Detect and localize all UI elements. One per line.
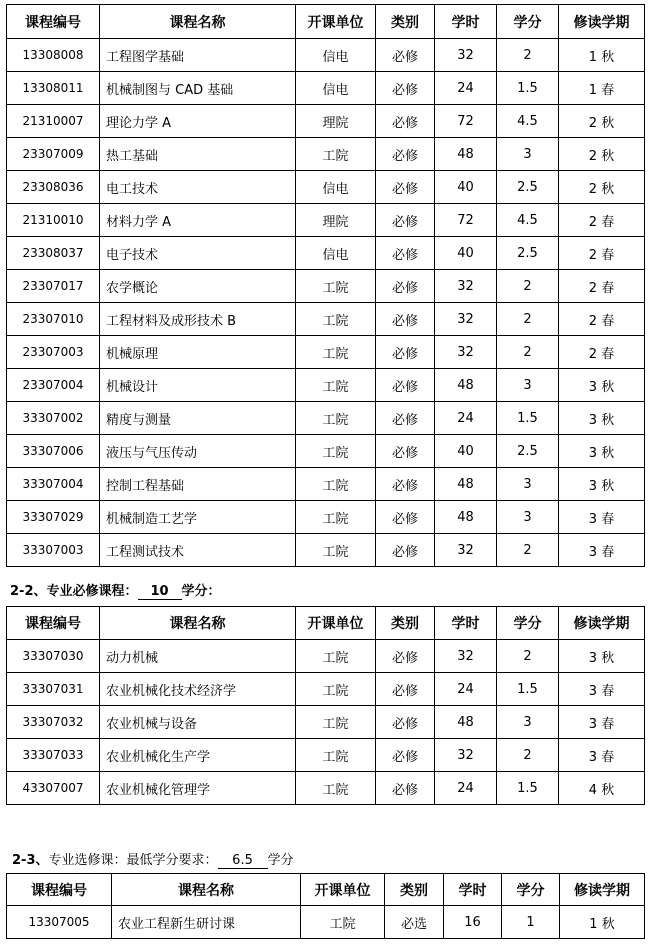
- department-cell: 工院: [296, 501, 376, 534]
- hours-cell: 72: [435, 105, 497, 138]
- column-header-hours: 学时: [435, 607, 497, 640]
- column-header-course-name: 课程名称: [100, 5, 296, 39]
- course-code-cell: 23308037: [7, 237, 100, 270]
- course-name-cell: 工程材料及成形技术 B: [100, 303, 296, 336]
- hours-cell: 40: [435, 171, 497, 204]
- credits-cell: 2: [497, 270, 559, 303]
- table-header-row: [7, 5, 645, 39]
- credits-cell: 4.5: [497, 105, 559, 138]
- semester-cell: 3 秋: [559, 369, 645, 402]
- course-code-cell: 23307010: [7, 303, 100, 336]
- category-cell: 必修: [376, 138, 435, 171]
- credits-cell: 2: [497, 640, 559, 673]
- table-row: [7, 369, 645, 402]
- section-heading-text: 专业选修课：最低学分要求：: [48, 853, 218, 868]
- table-row: [7, 105, 645, 138]
- department-cell: 工院: [296, 534, 376, 567]
- semester-cell: 2 秋: [559, 138, 645, 171]
- course-name-cell: 精度与测量: [100, 402, 296, 435]
- column-header-course-name: 课程名称: [100, 607, 296, 640]
- department-cell: 工院: [296, 336, 376, 369]
- table-header-row: [7, 607, 645, 640]
- semester-cell: 2 秋: [559, 171, 645, 204]
- credits-cell: 2: [497, 336, 559, 369]
- table-row: [7, 772, 645, 805]
- category-cell: 必修: [376, 270, 435, 303]
- column-header-hours: 学时: [444, 874, 502, 906]
- category-cell: 必修: [376, 336, 435, 369]
- course-code-cell: 33307031: [7, 673, 100, 706]
- credits-cell: 2: [497, 739, 559, 772]
- category-cell: 必修: [376, 303, 435, 336]
- department-cell: 工院: [296, 706, 376, 739]
- department-cell: 信电: [296, 39, 376, 72]
- credits-cell: 3: [497, 706, 559, 739]
- section-heading-text: 2-2、专业必修课程：: [10, 584, 138, 599]
- credits-cell: 1.5: [497, 772, 559, 805]
- table-row: [7, 906, 645, 939]
- course-code-cell: 23307004: [7, 369, 100, 402]
- department-cell: 工院: [296, 435, 376, 468]
- credits-cell: 4.5: [497, 204, 559, 237]
- category-cell: 必修: [376, 468, 435, 501]
- credits-cell: 1: [502, 906, 560, 939]
- category-cell: 必修: [376, 204, 435, 237]
- table-row: [7, 534, 645, 567]
- course-code-cell: 33307002: [7, 402, 100, 435]
- semester-cell: 3 春: [559, 706, 645, 739]
- hours-cell: 48: [435, 369, 497, 402]
- course-name-cell: 农学概论: [100, 270, 296, 303]
- hours-cell: 24: [435, 772, 497, 805]
- department-cell: 工院: [296, 138, 376, 171]
- category-cell: 必修: [376, 706, 435, 739]
- department-cell: 工院: [296, 270, 376, 303]
- hours-cell: 32: [435, 534, 497, 567]
- course-code-cell: 33307003: [7, 534, 100, 567]
- column-header-department: 开课单位: [301, 874, 385, 906]
- department-cell: 工院: [301, 906, 385, 939]
- course-name-cell: 农业机械化技术经济学: [100, 673, 296, 706]
- department-cell: 工院: [296, 640, 376, 673]
- hours-cell: 32: [435, 336, 497, 369]
- course-name-cell: 液压与气压传动: [100, 435, 296, 468]
- semester-cell: 3 秋: [559, 640, 645, 673]
- section-number: 2-3、: [12, 853, 49, 868]
- course-code-cell: 33307030: [7, 640, 100, 673]
- course-name-cell: 农业机械化管理学: [100, 772, 296, 805]
- course-name-cell: 动力机械: [100, 640, 296, 673]
- section-heading-required-major: [10, 580, 221, 600]
- column-header-course-code: 课程编号: [7, 5, 100, 39]
- hours-cell: 48: [435, 468, 497, 501]
- table-row: [7, 435, 645, 468]
- semester-cell: 3 秋: [559, 402, 645, 435]
- semester-cell: 2 春: [559, 303, 645, 336]
- section-heading-suffix: 学分: [267, 853, 294, 868]
- credits-cell: 1.5: [497, 673, 559, 706]
- table-row: [7, 706, 645, 739]
- credits-cell: 2.5: [497, 171, 559, 204]
- hours-cell: 24: [435, 72, 497, 105]
- semester-cell: 2 春: [559, 336, 645, 369]
- course-name-cell: 热工基础: [100, 138, 296, 171]
- course-code-cell: 13308008: [7, 39, 100, 72]
- hours-cell: 40: [435, 435, 497, 468]
- table-row: [7, 468, 645, 501]
- table-row: [7, 72, 645, 105]
- department-cell: 工院: [296, 739, 376, 772]
- column-header-hours: 学时: [435, 5, 497, 39]
- table-row: [7, 270, 645, 303]
- table-row: [7, 303, 645, 336]
- credits-cell: 3: [497, 369, 559, 402]
- column-header-category: 类别: [376, 5, 435, 39]
- semester-cell: 2 春: [559, 204, 645, 237]
- course-name-cell: 电工技术: [100, 171, 296, 204]
- semester-cell: 2 春: [559, 237, 645, 270]
- hours-cell: 32: [435, 640, 497, 673]
- table-row: [7, 138, 645, 171]
- category-cell: 必修: [376, 171, 435, 204]
- course-code-cell: 23307017: [7, 270, 100, 303]
- department-cell: 工院: [296, 468, 376, 501]
- category-cell: 必修: [376, 435, 435, 468]
- course-name-cell: 工程测试技术: [100, 534, 296, 567]
- category-cell: 必修: [376, 640, 435, 673]
- department-cell: 工院: [296, 772, 376, 805]
- table-row: [7, 204, 645, 237]
- semester-cell: 1 春: [559, 72, 645, 105]
- course-name-cell: 农业机械化生产学: [100, 739, 296, 772]
- hours-cell: 32: [435, 270, 497, 303]
- semester-cell: 2 秋: [559, 105, 645, 138]
- semester-cell: 3 秋: [559, 435, 645, 468]
- column-header-course-code: 课程编号: [7, 607, 100, 640]
- table-row: [7, 739, 645, 772]
- hours-cell: 24: [435, 673, 497, 706]
- hours-cell: 32: [435, 39, 497, 72]
- major-required-courses-table: [6, 606, 645, 805]
- credits-cell: 1.5: [497, 402, 559, 435]
- hours-cell: 48: [435, 138, 497, 171]
- column-header-semester: 修读学期: [559, 607, 645, 640]
- course-name-cell: 农业工程新生研讨课: [112, 906, 301, 939]
- section-heading-suffix: 学分：: [181, 584, 221, 599]
- table-row: [7, 336, 645, 369]
- category-cell: 必修: [376, 673, 435, 706]
- table-row: [7, 673, 645, 706]
- column-header-department: 开课单位: [296, 607, 376, 640]
- hours-cell: 24: [435, 402, 497, 435]
- course-name-cell: 机械原理: [100, 336, 296, 369]
- category-cell: 必修: [376, 369, 435, 402]
- course-code-cell: 33307004: [7, 468, 100, 501]
- course-name-cell: 机械制图与 CAD 基础: [100, 72, 296, 105]
- semester-cell: 2 春: [559, 270, 645, 303]
- course-name-cell: 工程图学基础: [100, 39, 296, 72]
- column-header-course-name: 课程名称: [112, 874, 301, 906]
- course-code-cell: 33307033: [7, 739, 100, 772]
- category-cell: 必修: [376, 534, 435, 567]
- category-cell: 必修: [376, 39, 435, 72]
- course-code-cell: 33307029: [7, 501, 100, 534]
- column-header-credits: 学分: [497, 5, 559, 39]
- semester-cell: 1 秋: [559, 39, 645, 72]
- semester-cell: 3 春: [559, 534, 645, 567]
- category-cell: 必修: [376, 501, 435, 534]
- hours-cell: 32: [435, 303, 497, 336]
- credits-cell: 3: [497, 138, 559, 171]
- department-cell: 信电: [296, 237, 376, 270]
- department-cell: 信电: [296, 72, 376, 105]
- category-cell: 必选: [385, 906, 444, 939]
- course-code-cell: 13307005: [7, 906, 112, 939]
- category-cell: 必修: [376, 72, 435, 105]
- section-heading-elective: [12, 849, 294, 869]
- column-header-credits: 学分: [497, 607, 559, 640]
- hours-cell: 16: [444, 906, 502, 939]
- hours-cell: 48: [435, 501, 497, 534]
- category-cell: 必修: [376, 772, 435, 805]
- course-code-cell: 23308036: [7, 171, 100, 204]
- column-header-course-code: 课程编号: [7, 874, 112, 906]
- credits-cell: 3: [497, 501, 559, 534]
- course-name-cell: 材料力学 A: [100, 204, 296, 237]
- credits-cell: 2.5: [497, 237, 559, 270]
- department-cell: 理院: [296, 204, 376, 237]
- course-code-cell: 33307032: [7, 706, 100, 739]
- department-cell: 工院: [296, 369, 376, 402]
- column-header-department: 开课单位: [296, 5, 376, 39]
- category-cell: 必修: [376, 105, 435, 138]
- course-code-cell: 21310007: [7, 105, 100, 138]
- column-header-category: 类别: [385, 874, 444, 906]
- credits-cell: 3: [497, 468, 559, 501]
- category-cell: 必修: [376, 739, 435, 772]
- column-header-category: 类别: [376, 607, 435, 640]
- course-name-cell: 农业机械与设备: [100, 706, 296, 739]
- table-row: [7, 402, 645, 435]
- hours-cell: 48: [435, 706, 497, 739]
- category-cell: 必修: [376, 402, 435, 435]
- course-name-cell: 电子技术: [100, 237, 296, 270]
- course-name-cell: 理论力学 A: [100, 105, 296, 138]
- table-row: [7, 39, 645, 72]
- credits-cell: 2: [497, 303, 559, 336]
- course-name-cell: 机械制造工艺学: [100, 501, 296, 534]
- semester-cell: 3 春: [559, 739, 645, 772]
- column-header-semester: 修读学期: [560, 874, 645, 906]
- course-name-cell: 机械设计: [100, 369, 296, 402]
- hours-cell: 40: [435, 237, 497, 270]
- semester-cell: 3 春: [559, 673, 645, 706]
- credits-cell: 1.5: [497, 72, 559, 105]
- department-cell: 工院: [296, 402, 376, 435]
- course-name-cell: 控制工程基础: [100, 468, 296, 501]
- required-courses-table: [6, 4, 645, 567]
- table-row: [7, 237, 645, 270]
- table-header-row: [7, 874, 645, 906]
- course-code-cell: 13308011: [7, 72, 100, 105]
- table-row: [7, 640, 645, 673]
- course-code-cell: 43307007: [7, 772, 100, 805]
- credits-cell: 2: [497, 39, 559, 72]
- semester-cell: 3 秋: [559, 468, 645, 501]
- credit-requirement-value: 10: [138, 584, 182, 600]
- department-cell: 理院: [296, 105, 376, 138]
- table-row: [7, 501, 645, 534]
- department-cell: 信电: [296, 171, 376, 204]
- semester-cell: 1 秋: [560, 906, 645, 939]
- column-header-credits: 学分: [502, 874, 560, 906]
- hours-cell: 32: [435, 739, 497, 772]
- course-code-cell: 33307006: [7, 435, 100, 468]
- category-cell: 必修: [376, 237, 435, 270]
- course-code-cell: 21310010: [7, 204, 100, 237]
- credit-requirement-value: 6.5: [218, 853, 268, 869]
- major-elective-courses-table: [6, 873, 645, 939]
- column-header-semester: 修读学期: [559, 5, 645, 39]
- semester-cell: 3 春: [559, 501, 645, 534]
- course-code-cell: 23307009: [7, 138, 100, 171]
- credits-cell: 2.5: [497, 435, 559, 468]
- credits-cell: 2: [497, 534, 559, 567]
- department-cell: 工院: [296, 673, 376, 706]
- semester-cell: 4 秋: [559, 772, 645, 805]
- table-row: [7, 171, 645, 204]
- course-code-cell: 23307003: [7, 336, 100, 369]
- department-cell: 工院: [296, 303, 376, 336]
- hours-cell: 72: [435, 204, 497, 237]
